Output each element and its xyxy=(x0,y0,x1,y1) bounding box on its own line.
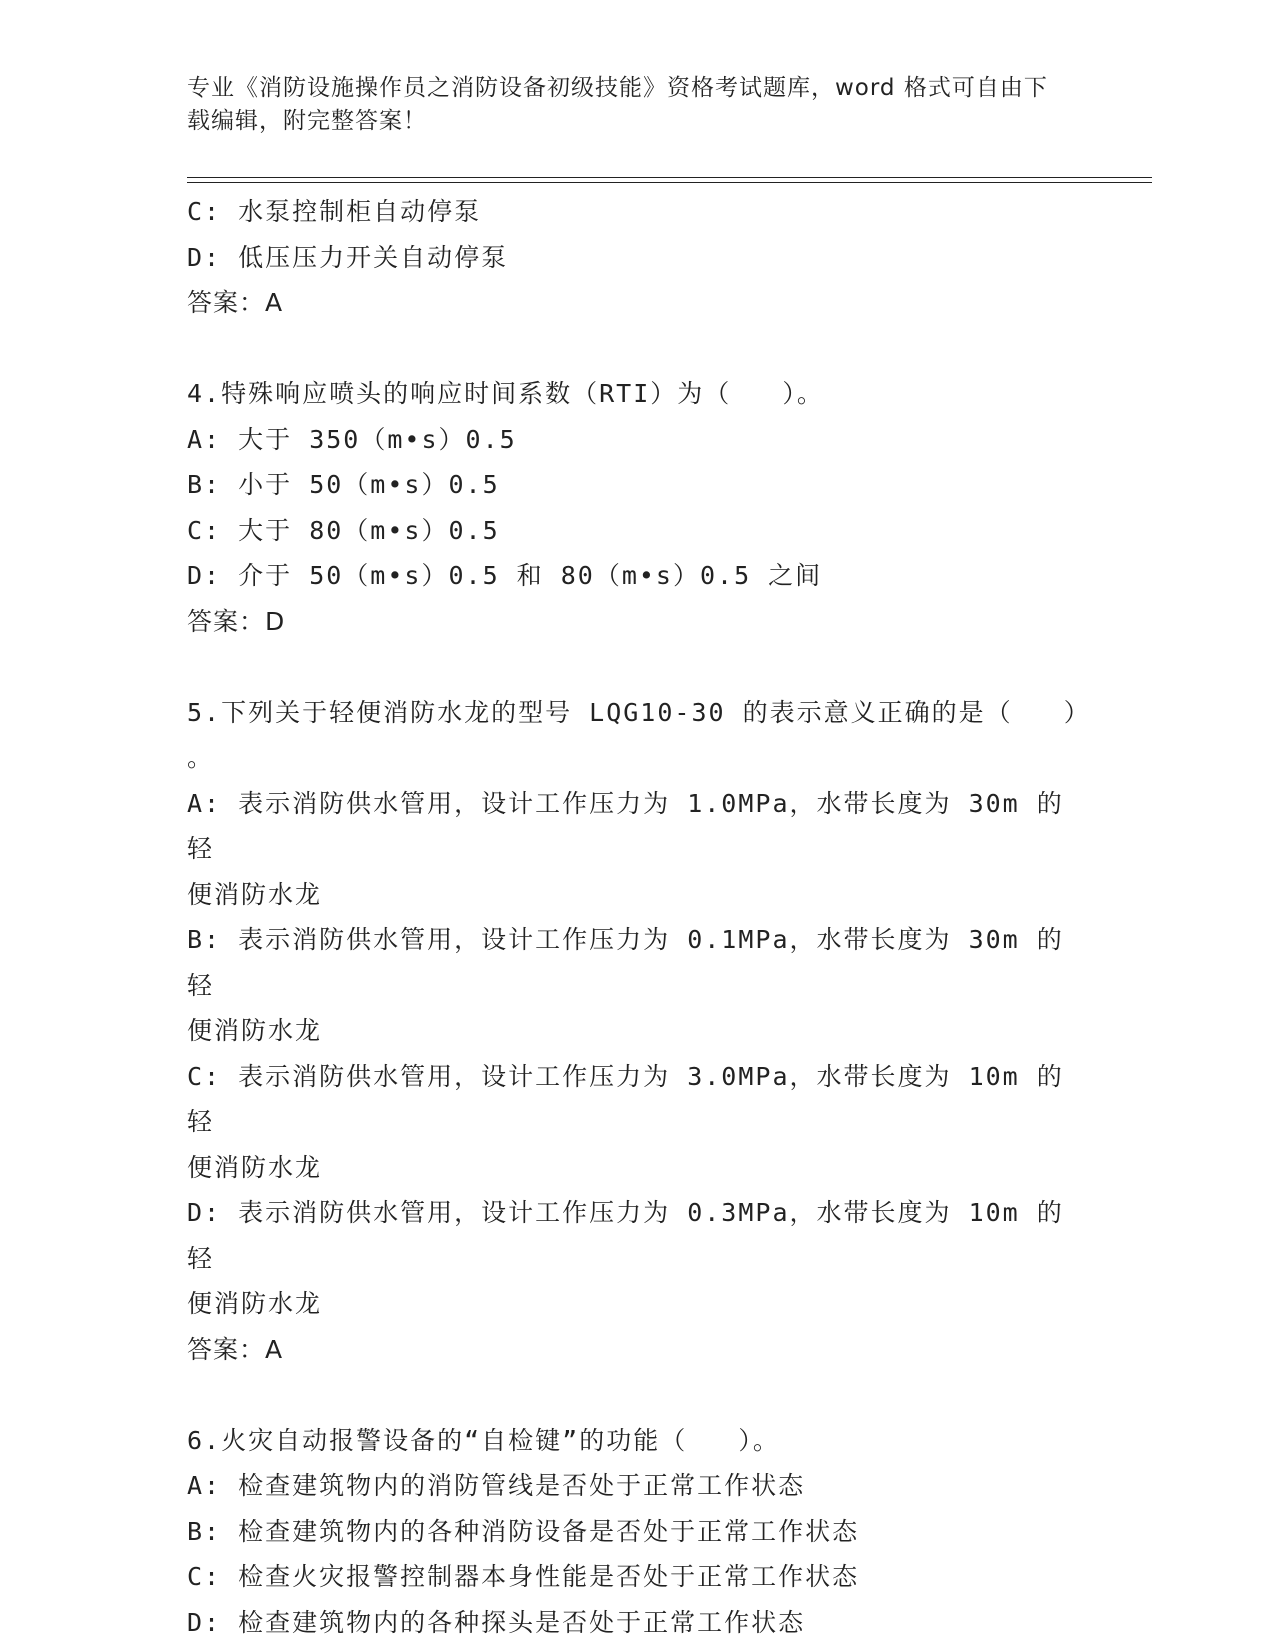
header-rule-bottom xyxy=(187,182,1152,183)
option-c-line-2: 便消防水龙 xyxy=(187,1152,323,1182)
option-b-line-2: 便消防水龙 xyxy=(187,1016,323,1045)
option-a-line-2: 便消防水龙 xyxy=(187,879,323,909)
question-text: 4.特殊响应喷头的响应时间系数（RTI）为（ ）。 xyxy=(187,379,824,408)
option-c: C: 水泵控制柜自动停泵 xyxy=(187,197,482,226)
option-b: B: 检查建筑物内的各种消防设备是否处于正常工作状态 xyxy=(187,1516,860,1546)
header-line-1: 专业《消防设施操作员之消防设备初级技能》资格考试题库，word 格式可自由下 xyxy=(187,75,1048,101)
header-rule-top xyxy=(187,177,1152,178)
question-5 xyxy=(187,690,1091,1373)
answer-label: 答案：A xyxy=(187,1334,284,1364)
question-6 xyxy=(187,1418,1087,1646)
answer-label: 答案：A xyxy=(187,288,284,317)
header-line-2: 载编辑，附完整答案！ xyxy=(187,108,427,134)
page-header xyxy=(187,72,1087,138)
option-d: D: 检查建筑物内的各种探头是否处于正常工作状态 xyxy=(187,1607,806,1637)
option-a-line-1: A: 表示消防供水管用，设计工作压力为 1.0MPa，水带长度为 30m 的轻 xyxy=(187,788,1064,863)
question-text: 6.火灾自动报警设备的“自检键”的功能（ ）。 xyxy=(187,1425,780,1455)
option-c-line-1: C: 表示消防供水管用，设计工作压力为 3.0MPa，水带长度为 10m 的轻 xyxy=(187,1061,1064,1136)
option-d: D: 介于 50（m•s）0.5 和 80（m•s）0.5 之间 xyxy=(187,561,823,590)
option-d-line-1: D: 表示消防供水管用，设计工作压力为 0.3MPa，水带长度为 10m 的轻 xyxy=(187,1198,1064,1273)
option-a: A: 检查建筑物内的消防管线是否处于正常工作状态 xyxy=(187,1471,806,1500)
option-b: B: 小于 50（m•s）0.5 xyxy=(187,470,500,499)
answer-label: 答案：D xyxy=(187,606,286,636)
question-text-line-2: 。 xyxy=(187,743,215,772)
question-4 xyxy=(187,371,1087,644)
spacer xyxy=(187,1372,1087,1418)
option-c: C: 大于 80（m•s）0.5 xyxy=(187,515,500,545)
question-3-fragment xyxy=(187,189,1087,326)
spacer xyxy=(187,644,1087,690)
document-body xyxy=(187,189,1091,1645)
option-a: A: 大于 350（m•s）0.5 xyxy=(187,424,517,454)
spacer xyxy=(187,326,1087,372)
question-text-line-1: 5.下列关于轻便消防水龙的型号 LQG10-30 的表示意义正确的是（ ） xyxy=(187,697,1091,727)
option-d-line-2: 便消防水龙 xyxy=(187,1289,323,1318)
option-b-line-1: B: 表示消防供水管用，设计工作压力为 0.1MPa，水带长度为 30m 的轻 xyxy=(187,925,1064,1000)
option-c: C: 检查火灾报警控制器本身性能是否处于正常工作状态 xyxy=(187,1562,860,1591)
option-d: D: 低压压力开关自动停泵 xyxy=(187,242,509,272)
